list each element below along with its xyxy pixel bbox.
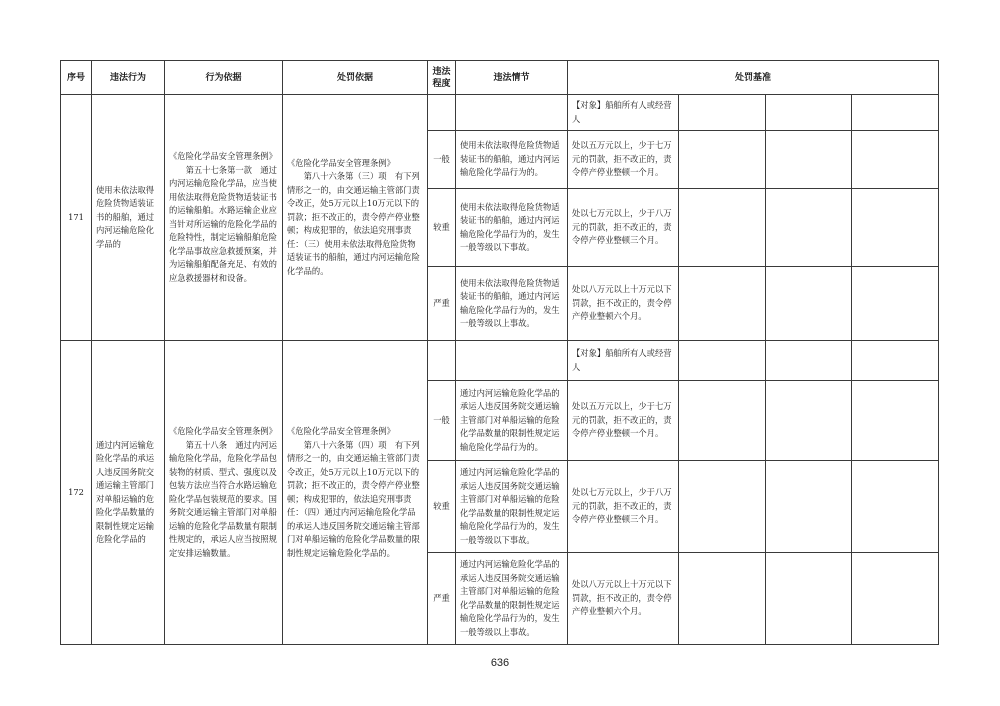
behavior-basis: 《危险化学品安全管理条例》 第五十七条第一款 通过内河运输危险化学品，应当使用依法取得危险货物适装证书的运输船舶。水路运输企业应当针对所运输的危险化学品的危险特性，制定运输船舶危险化学品事故应急救援预案，并为运输船舶配备充足、有效的应急救援器材和设备。 [165,95,283,341]
penalty-standard: 处以八万元以上十万元以下罚款，拒不改正的，责令停产停业整顿六个月。 [568,553,679,645]
empty-cell [679,461,766,553]
header-basis: 行为依据 [165,61,283,95]
table-row [61,341,939,381]
severity-level: 一般 [428,131,456,189]
violation-circumstance: 通过内河运输危险化学品的承运人违反国务院交通运输主管部门对单船运输的危险化学品数量的限制性规定运输危险化学品行为的。 [456,381,568,461]
empty-cell [766,267,852,341]
row-number: 172 [61,341,92,645]
header-num: 序号 [61,61,92,95]
empty-cell [852,131,939,189]
empty-cell [852,341,939,381]
empty-cell [766,553,852,645]
penalty-standard: 处以七万元以上，少于八万元的罚款，拒不改正的，责令停产停业整顿三个月。 [568,189,679,267]
penalty-table [60,60,939,645]
empty-cell [766,341,852,381]
empty-cell [766,95,852,131]
table-row [61,95,939,131]
violation-behavior: 通过内河运输危险化学品的承运人违反国务院交通运输主管部门对单船运输的危险化学品数量的限制性规定运输危险化学品的 [92,341,165,645]
empty-cell [766,381,852,461]
violation-circumstance: 通过内河运输危险化学品的承运人违反国务院交通运输主管部门对单船运输的危险化学品数量的限制性规定运输危险化学品行为的，发生一般等级以下事故。 [456,461,568,553]
violation-behavior: 使用未依法取得危险货物适装证书的船舶，通过内河运输危险化学品的 [92,95,165,341]
circumstance-empty [456,341,568,381]
empty-cell [852,95,939,131]
penalty-standard: 处以五万元以上，少于七万元的罚款，拒不改正的，责令停产停业整顿一个月。 [568,131,679,189]
penalty-target: 【对象】船舶所有人或经营人 [568,95,679,131]
penalty-standard: 处以八万元以上十万元以下罚款，拒不改正的，责令停产停业整顿六个月。 [568,267,679,341]
circumstance-empty [456,95,568,131]
penalty-standard: 处以五万元以上，少于七万元的罚款，拒不改正的，责令停产停业整顿一个月。 [568,381,679,461]
behavior-basis: 《危险化学品安全管理条例》 第五十八条 通过内河运输危险化学品，危险化学品包装物的材质、型式、强度以及包装方法应当符合水路运输危险化学品包装规范的要求。国务院交通运输主管部门对单船运输的危险化学品数量有限制性规定的，承运人应当按照规定安排运输数量。 [165,341,283,645]
header-penalty-basis: 处罚依据 [283,61,428,95]
header-level-text: 违法程度 [432,66,451,89]
header-row [61,61,939,95]
empty-cell [679,267,766,341]
empty-cell [766,131,852,189]
empty-cell [852,267,939,341]
empty-cell [766,189,852,267]
level-empty [428,341,456,381]
empty-cell [852,189,939,267]
level-empty [428,95,456,131]
empty-cell [679,95,766,131]
header-behavior: 违法行为 [92,61,165,95]
violation-circumstance: 使用未依法取得危险货物适装证书的船舶，通过内河运输危险化学品行为的。 [456,131,568,189]
severity-level: 较重 [428,189,456,267]
violation-circumstance: 使用未依法取得危险货物适装证书的船舶，通过内河运输危险化学品行为的，发生一般等级以上事故。 [456,267,568,341]
empty-cell [852,461,939,553]
penalty-basis: 《危险化学品安全管理条例》 第八十六条第（四）项 有下列情形之一的，由交通运输主管部门责令改正，处5万元以上10万元以下的罚款；拒不改正的，责令停产停业整顿；构成犯罪的，依法追究刑事责任：（四）通过内河运输危险化学品的承运人违反国务院交通运输主管部门对单船运输的危险化学品数量的限制性规定运输危险化学品的。 [283,341,428,645]
penalty-standard: 处以七万元以上，少于八万元的罚款，拒不改正的，责令停产停业整顿三个月。 [568,461,679,553]
severity-level: 严重 [428,553,456,645]
violation-circumstance: 使用未依法取得危险货物适装证书的船舶，通过内河运输危险化学品行为的，发生一般等级以下事故。 [456,189,568,267]
empty-cell [766,461,852,553]
severity-level: 一般 [428,381,456,461]
header-circumstance: 违法情节 [456,61,568,95]
empty-cell [679,341,766,381]
penalty-basis: 《危险化学品安全管理条例》 第八十六条第（三）项 有下列情形之一的，由交通运输主管部门责令改正，处5万元以上10万元以下的罚款；拒不改正的，责令停产停业整顿；构成犯罪的，依法追究刑事责任：（三）使用未依法取得危险货物适装证书的船舶，通过内河运输危险化学品的。 [283,95,428,341]
page-number: 636 [490,657,510,669]
empty-cell [679,553,766,645]
severity-level: 较重 [428,461,456,553]
empty-cell [679,381,766,461]
header-standard: 处罚基准 [568,61,939,95]
severity-level: 严重 [428,267,456,341]
penalty-target: 【对象】船舶所有人或经营人 [568,341,679,381]
row-number: 171 [61,95,92,341]
violation-circumstance: 通过内河运输危险化学品的承运人违反国务院交通运输主管部门对单船运输的危险化学品数量的限制性规定运输危险化学品行为的，发生一般等级以上事故。 [456,553,568,645]
empty-cell [679,189,766,267]
empty-cell [679,131,766,189]
empty-cell [852,381,939,461]
empty-cell [852,553,939,645]
header-level [428,61,456,95]
